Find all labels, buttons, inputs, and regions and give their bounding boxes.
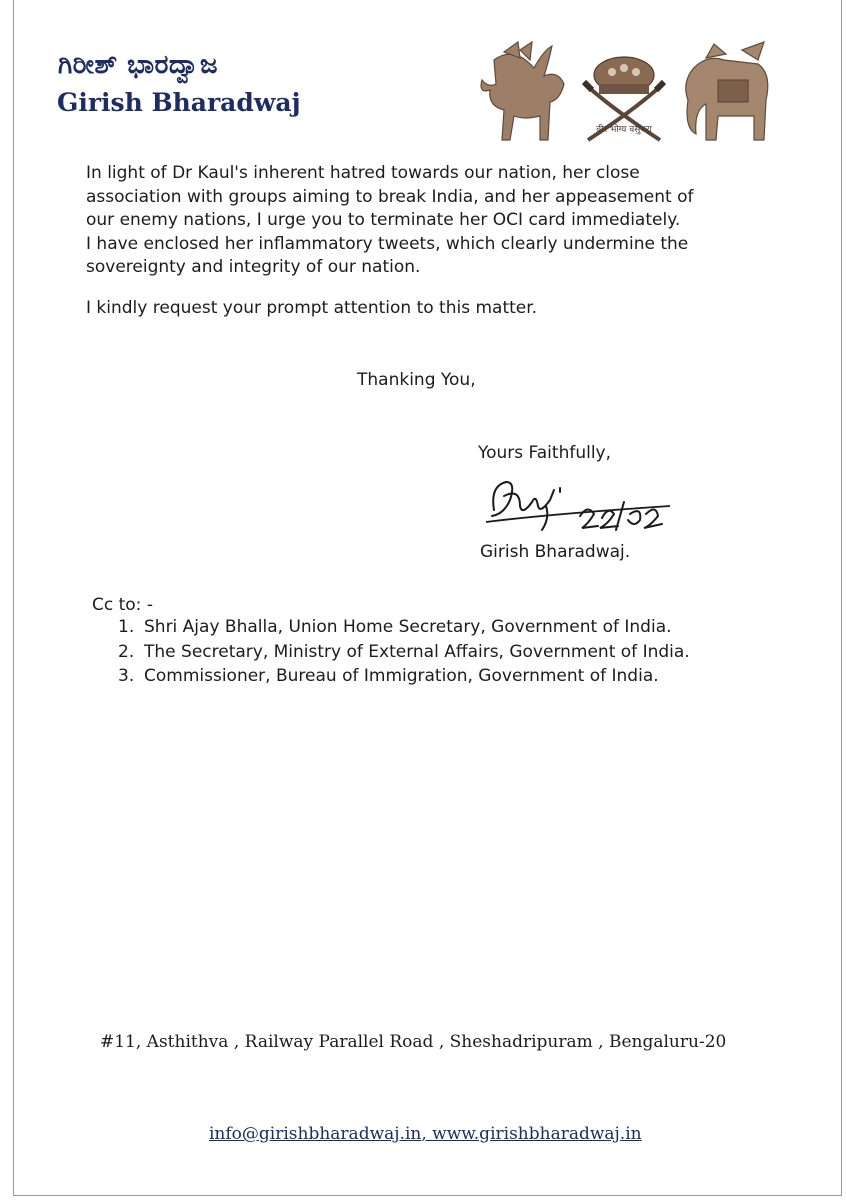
emblem-motto: वीर भोग्य वसुंधरा — [596, 125, 652, 135]
elephant-icon — [686, 42, 768, 140]
handwritten-signature — [480, 470, 680, 540]
cc-number: 1. — [118, 617, 135, 637]
closing-line: Thanking You, — [357, 370, 476, 390]
letterhead-name-english: Girish Bharadwaj — [57, 88, 301, 117]
paragraph-line: association with groups aiming to break India, and her appeasement of — [86, 186, 694, 207]
paragraph-line: In light of Dr Kaul's inherent hatred towards our nation, her close — [86, 163, 640, 183]
cc-recipient-text: Commissioner, Bureau of Immigration, Government of India. — [144, 666, 659, 686]
letter-paragraph-1 — [86, 162, 766, 280]
winged-lion-icon — [481, 42, 564, 140]
footer-separator: , — [421, 1124, 433, 1144]
footer-contact — [209, 1124, 642, 1144]
emblem-logo — [474, 40, 774, 165]
signer-name: Girish Bharadwaj. — [480, 542, 631, 562]
signoff-line: Yours Faithfully, — [478, 443, 612, 463]
cc-recipient-text: Shri Ajay Bhalla, Union Home Secretary, Government of India. — [144, 617, 672, 637]
cc-recipient-text: The Secretary, Ministry of External Affairs, Government of India. — [144, 641, 690, 662]
footer-website-link[interactable]: www.girishbharadwaj.in — [432, 1124, 642, 1144]
cc-recipient — [118, 664, 690, 689]
footer-email-link[interactable]: info@girishbharadwaj.in — [209, 1124, 422, 1144]
letter-paragraph-2: I kindly request your prompt attention to this matter. — [86, 298, 538, 318]
cc-heading: Cc to: - — [92, 595, 153, 615]
paragraph-line: sovereignty and integrity of our nation. — [86, 257, 421, 277]
letterhead-name-kannada: ಗಿರೀಶ್ ಭಾರದ್ವಾಜ — [58, 50, 218, 80]
cc-number: 2. — [118, 641, 135, 662]
paragraph-line: our enemy nations, I urge you to terminate her OCI card immediately. — [86, 210, 681, 230]
cc-recipient — [118, 640, 690, 665]
cc-list — [118, 615, 690, 689]
footer-address: #11, Asthithva , Railway Parallel Road , Sheshadripuram , Bengaluru-20 — [100, 1032, 727, 1052]
paragraph-line: I have enclosed her inflammatory tweets, which clearly undermine the — [86, 233, 689, 254]
cc-recipient — [118, 615, 690, 640]
cc-number: 3. — [118, 666, 135, 686]
